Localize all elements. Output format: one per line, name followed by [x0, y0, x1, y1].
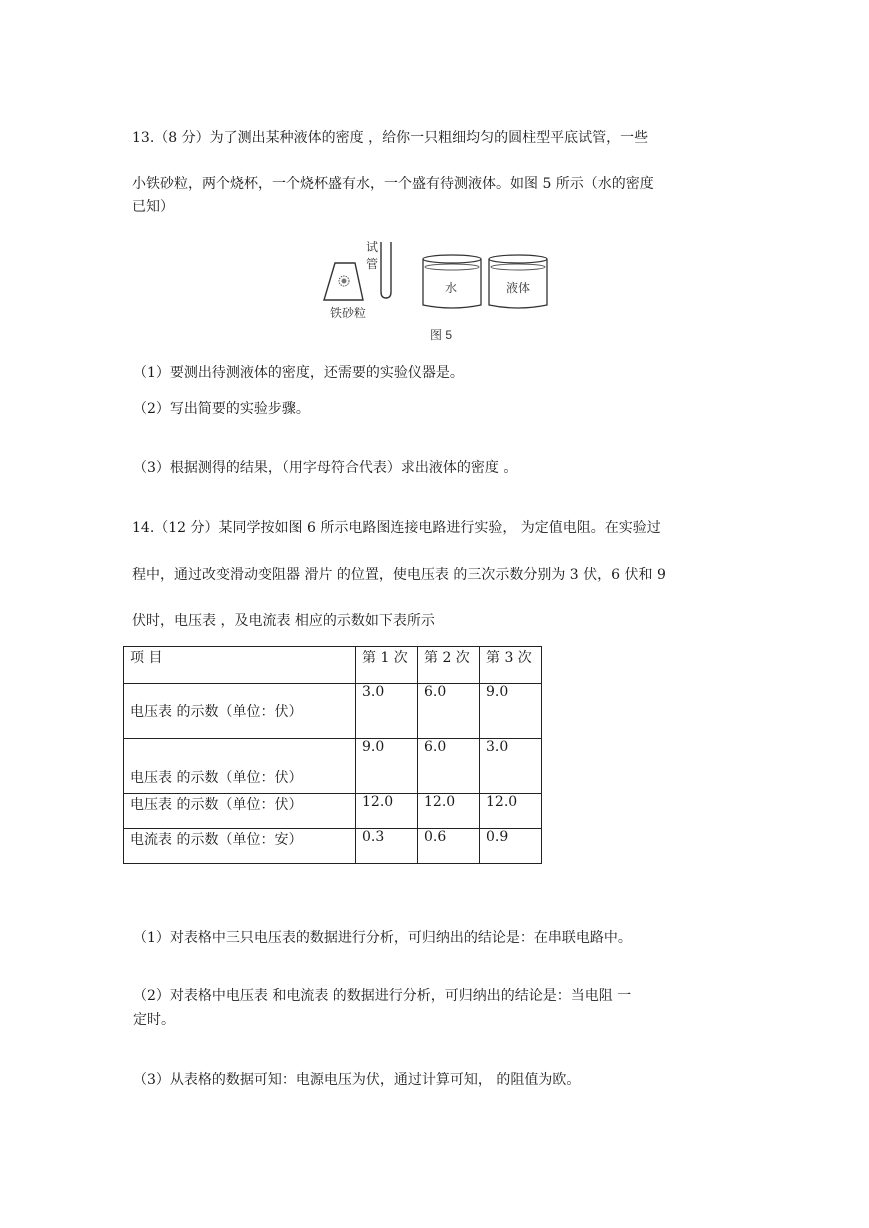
test-tube-icon	[381, 242, 391, 298]
cell-current-t3: 0.9	[480, 829, 542, 864]
table-header-item: 项 目	[124, 647, 356, 684]
q13-stem-line-1: 13.（8 分）为了测出某种液体的密度 ，给你一只粗细均匀的圆柱型平底试管，一些	[132, 130, 649, 146]
liquid-label: 液体	[506, 281, 531, 295]
cell-current-t2: 0.6	[418, 829, 480, 864]
q14-sub-2-line-1: （2）对表格中电压表 和电流表 的数据进行分析，可归纳出的结论是：当电阻 一	[133, 988, 632, 1004]
table-row	[124, 684, 542, 739]
tube-label-1: 试	[366, 240, 379, 254]
figure-caption: 图 5	[430, 328, 453, 342]
row-label-v1: 电压表 的示数（单位：伏）	[124, 684, 356, 739]
table-row	[124, 739, 542, 794]
water-label: 水	[445, 281, 458, 295]
cell-v1-t3: 9.0	[480, 684, 542, 739]
table-header-trial-1: 第 1 次	[356, 647, 418, 684]
cell-v2-t2: 6.0	[418, 739, 480, 794]
table-header-trial-2: 第 2 次	[418, 647, 480, 684]
q14-stem-line-1: 14.（12 分）某同学按如图 6 所示电路图连接电路进行实验， 为定值电阻。在实验过	[132, 520, 661, 536]
q14-stem-line-2: 程中，通过改变滑动变阻器 滑片 的位置，使电压表 的三次示数分别为 3 伏，6 伏和 9	[132, 567, 666, 583]
cell-v-total-t1: 12.0	[356, 794, 418, 829]
row-label-current: 电流表 的示数（单位：安）	[124, 829, 356, 864]
cell-v-total-t2: 12.0	[418, 794, 480, 829]
q14-sub-2-line-2: 定时。	[133, 1012, 175, 1028]
table-row	[124, 829, 542, 864]
q13-stem-line-3: 已知）	[132, 199, 174, 215]
table-header-row	[124, 647, 542, 684]
figure-5-apparatus	[318, 238, 563, 348]
tube-label-2: 管	[366, 257, 379, 271]
measurement-table	[123, 646, 542, 864]
table-row	[124, 794, 542, 829]
q13-sub-1: （1）要测出待测液体的密度，还需要的实验仪器是。	[133, 365, 464, 381]
cell-v2-t1: 9.0	[356, 739, 418, 794]
cell-v1-t2: 6.0	[418, 684, 480, 739]
row-label-v2: 电压表 的示数（单位：伏）	[124, 739, 356, 794]
cell-v2-t3: 3.0	[480, 739, 542, 794]
cell-v1-t1: 3.0	[356, 684, 418, 739]
cell-v-total-t3: 12.0	[480, 794, 542, 829]
q13-sub-3: （3）根据测得的结果，（用字母符合代表）求出液体的密度 。	[133, 460, 518, 476]
sand-label: 铁砂粒	[330, 306, 367, 320]
q13-stem-line-2: 小铁砂粒，两个烧杯，一个烧杯盛有水，一个盛有待测液体。如图 5 所示（水的密度	[132, 176, 654, 192]
q14-sub-3: （3）从表格的数据可知：电源电压为伏，通过计算可知， 的阻值为欧。	[133, 1072, 581, 1088]
q14-stem-line-3: 伏时，电压表 ，及电流表 相应的示数如下表所示	[132, 613, 435, 629]
table-header-trial-3: 第 3 次	[480, 647, 542, 684]
q14-sub-1: （1）对表格中三只电压表的数据进行分析，可归纳出的结论是：在串联电路中。	[133, 930, 632, 946]
q13-sub-2: （2）写出简要的实验步骤。	[133, 401, 310, 417]
sand-beaker-icon	[324, 263, 363, 300]
cell-current-t1: 0.3	[356, 829, 418, 864]
row-label-v-total: 电压表 的示数（单位：伏）	[124, 794, 356, 829]
